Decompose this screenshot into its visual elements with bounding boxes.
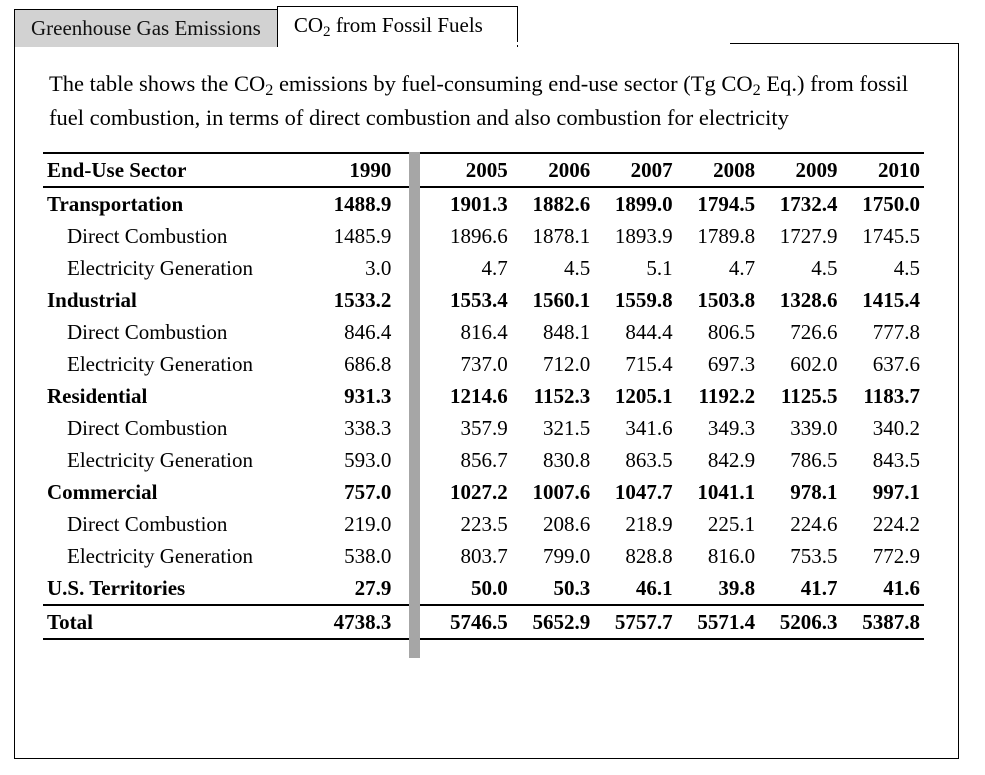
cell-2008: 1789.8 [697, 224, 756, 248]
cell-2007: 1047.7 [614, 480, 673, 504]
column-header-2010: 2010 [842, 153, 924, 187]
cell-2010: 1750.0 [862, 192, 920, 216]
cell-2006: 50.3 [553, 576, 591, 600]
table-caption [49, 68, 924, 133]
cell-1990: 3.0 [365, 256, 392, 280]
cell-2006: 1882.6 [532, 192, 591, 216]
emissions-table-wrapper [43, 152, 924, 640]
table-row [43, 252, 924, 284]
row-label: Total [43, 605, 305, 639]
cell-2008: 842.9 [707, 448, 756, 472]
table-row [43, 187, 924, 220]
cell-2010: 224.2 [872, 512, 920, 536]
table-body [43, 187, 924, 639]
row-label: Direct Combustion [67, 320, 228, 344]
cell-2007: 218.9 [625, 512, 673, 536]
cell-1990: 219.0 [344, 512, 392, 536]
tab-frame-merge [352, 42, 730, 45]
cell-2009: 726.6 [790, 320, 838, 344]
cell-2007: 5757.7 [594, 605, 676, 639]
table-row [43, 220, 924, 252]
cell-2006: 712.0 [542, 352, 591, 376]
cell-2005: 50.0 [471, 576, 508, 600]
cell-2006: 848.1 [542, 320, 591, 344]
cell-2006: 208.6 [542, 512, 591, 536]
row-label: Electricity Generation [67, 256, 253, 280]
cell-2007: 46.1 [635, 576, 673, 600]
cell-2010: 637.6 [872, 352, 920, 376]
cell-1990: 846.4 [344, 320, 392, 344]
cell-2007: 1899.0 [614, 192, 673, 216]
cell-1990: 4738.3 [305, 605, 413, 639]
cell-2005: 1214.6 [450, 384, 508, 408]
cell-2008: 225.1 [707, 512, 756, 536]
cell-2006: 830.8 [542, 448, 591, 472]
cell-2010: 1415.4 [862, 288, 920, 312]
cell-2008: 697.3 [707, 352, 756, 376]
content-frame [14, 43, 959, 759]
cell-2005: 5746.5 [413, 605, 511, 639]
cell-2005: 803.7 [460, 544, 508, 568]
cell-1990: 757.0 [344, 480, 392, 504]
column-header-2008: 2008 [677, 153, 759, 187]
cell-2010: 340.2 [872, 416, 920, 440]
cell-2008: 1192.2 [698, 384, 756, 408]
row-label: Electricity Generation [67, 352, 253, 376]
column-header-2006: 2006 [512, 153, 594, 187]
cell-2009: 978.1 [790, 480, 838, 504]
caption-part-2: emissions by fuel-consuming end-use sector (Tg CO [273, 71, 753, 96]
table-header-row [43, 153, 924, 187]
cell-1990: 1485.9 [333, 224, 392, 248]
row-label: Industrial [47, 288, 137, 312]
tab-label-subscript: 2 [323, 24, 331, 40]
cell-2007: 1893.9 [614, 224, 673, 248]
cell-1990: 1488.9 [333, 192, 392, 216]
cell-2005: 816.4 [460, 320, 508, 344]
table-row [43, 348, 924, 380]
row-label: Direct Combustion [67, 416, 228, 440]
cell-2007: 5.1 [646, 256, 673, 280]
caption-part-3: Eq.) from fossil fuel combustion, in terms of direct combustion and also combustion for electricity [49, 71, 909, 130]
cell-2010: 777.8 [872, 320, 920, 344]
cell-2008: 1794.5 [697, 192, 756, 216]
row-label: Commercial [47, 480, 158, 504]
caption-subscript-1: 2 [265, 81, 274, 99]
cell-2005: 1027.2 [450, 480, 508, 504]
tab-greenhouse-gas-emissions[interactable] [14, 9, 278, 47]
table-row [43, 412, 924, 444]
cell-2005: 4.7 [481, 256, 508, 280]
column-header-2009: 2009 [759, 153, 841, 187]
cell-2009: 753.5 [790, 544, 838, 568]
table-row [43, 444, 924, 476]
table-row [43, 540, 924, 572]
cell-2007: 863.5 [625, 448, 673, 472]
cell-2007: 1205.1 [614, 384, 673, 408]
cell-2007: 1559.8 [614, 288, 673, 312]
cell-1990: 931.3 [344, 384, 392, 408]
caption-part-1: The table shows the CO [49, 71, 266, 96]
column-header-2005: 2005 [413, 153, 511, 187]
cell-2008: 806.5 [707, 320, 756, 344]
cell-2006: 1007.6 [532, 480, 591, 504]
cell-2009: 4.5 [811, 256, 838, 280]
cell-2005: 856.7 [460, 448, 508, 472]
cell-2006: 5652.9 [512, 605, 594, 639]
cell-2010: 997.1 [872, 480, 920, 504]
cell-2010: 4.5 [893, 256, 920, 280]
cell-2008: 1503.8 [697, 288, 756, 312]
cell-2005: 1553.4 [450, 288, 508, 312]
cell-2008: 816.0 [707, 544, 756, 568]
row-label: U.S. Territories [47, 576, 186, 600]
row-label: Electricity Generation [67, 448, 253, 472]
tab-bar [14, 6, 518, 47]
cell-2010: 1183.7 [863, 384, 920, 408]
cell-2006: 799.0 [542, 544, 591, 568]
cell-2006: 1152.3 [533, 384, 591, 408]
cell-2009: 41.7 [800, 576, 838, 600]
cell-1990: 686.8 [344, 352, 392, 376]
column-header-1990: 1990 [305, 153, 413, 187]
cell-2005: 737.0 [460, 352, 508, 376]
cell-2009: 786.5 [790, 448, 838, 472]
cell-2006: 321.5 [542, 416, 591, 440]
tab-label-pre: CO [293, 13, 323, 37]
table-row [43, 284, 924, 316]
cell-2007: 715.4 [625, 352, 673, 376]
cell-2009: 1732.4 [779, 192, 838, 216]
cell-2009: 602.0 [790, 352, 838, 376]
cell-2007: 341.6 [625, 416, 673, 440]
tab-label-post: from Fossil Fuels [330, 13, 483, 37]
tab-label: Greenhouse Gas Emissions [31, 16, 261, 40]
cell-2005: 223.5 [460, 512, 508, 536]
cell-2005: 357.9 [460, 416, 508, 440]
tab-co2-from-fossil-fuels[interactable] [277, 6, 518, 47]
cell-2010: 5387.8 [842, 605, 924, 639]
column-header-sector: End-Use Sector [43, 153, 305, 187]
cell-2008: 4.7 [728, 256, 756, 280]
cell-2007: 844.4 [625, 320, 673, 344]
cell-2006: 4.5 [563, 256, 591, 280]
cell-2005: 1896.6 [450, 224, 508, 248]
column-header-2007: 2007 [594, 153, 676, 187]
cell-2006: 1878.1 [532, 224, 591, 248]
cell-2008: 1041.1 [697, 480, 756, 504]
cell-2009: 1125.5 [780, 384, 838, 408]
table-row [43, 508, 924, 540]
table-header [43, 153, 924, 187]
table-row [43, 572, 924, 605]
cell-2008: 5571.4 [677, 605, 759, 639]
cell-2009: 1727.9 [779, 224, 838, 248]
cell-2010: 41.6 [883, 576, 920, 600]
cell-2005: 1901.3 [450, 192, 508, 216]
cell-2009: 339.0 [790, 416, 838, 440]
cell-2009: 5206.3 [759, 605, 841, 639]
emissions-table [43, 152, 924, 640]
table-row-total [43, 605, 924, 639]
cell-1990: 593.0 [344, 448, 392, 472]
row-label: Direct Combustion [67, 224, 228, 248]
cell-2007: 828.8 [625, 544, 673, 568]
table-row [43, 380, 924, 412]
cell-2010: 1745.5 [862, 224, 920, 248]
cell-1990: 538.0 [344, 544, 392, 568]
cell-2009: 1328.6 [779, 288, 838, 312]
table-row [43, 476, 924, 508]
row-label: Residential [47, 384, 148, 408]
cell-2009: 224.6 [790, 512, 838, 536]
cell-1990: 27.9 [354, 576, 392, 600]
row-label: Direct Combustion [67, 512, 228, 536]
cell-2006: 1560.1 [532, 288, 591, 312]
cell-2008: 39.8 [718, 576, 756, 600]
cell-2010: 772.9 [872, 544, 920, 568]
cell-2008: 349.3 [707, 416, 756, 440]
cell-1990: 1533.2 [333, 288, 392, 312]
row-label: Electricity Generation [67, 544, 253, 568]
table-row [43, 316, 924, 348]
row-label: Transportation [47, 192, 184, 216]
cell-1990: 338.3 [344, 416, 392, 440]
caption-subscript-2: 2 [752, 81, 761, 99]
cell-2010: 843.5 [872, 448, 920, 472]
